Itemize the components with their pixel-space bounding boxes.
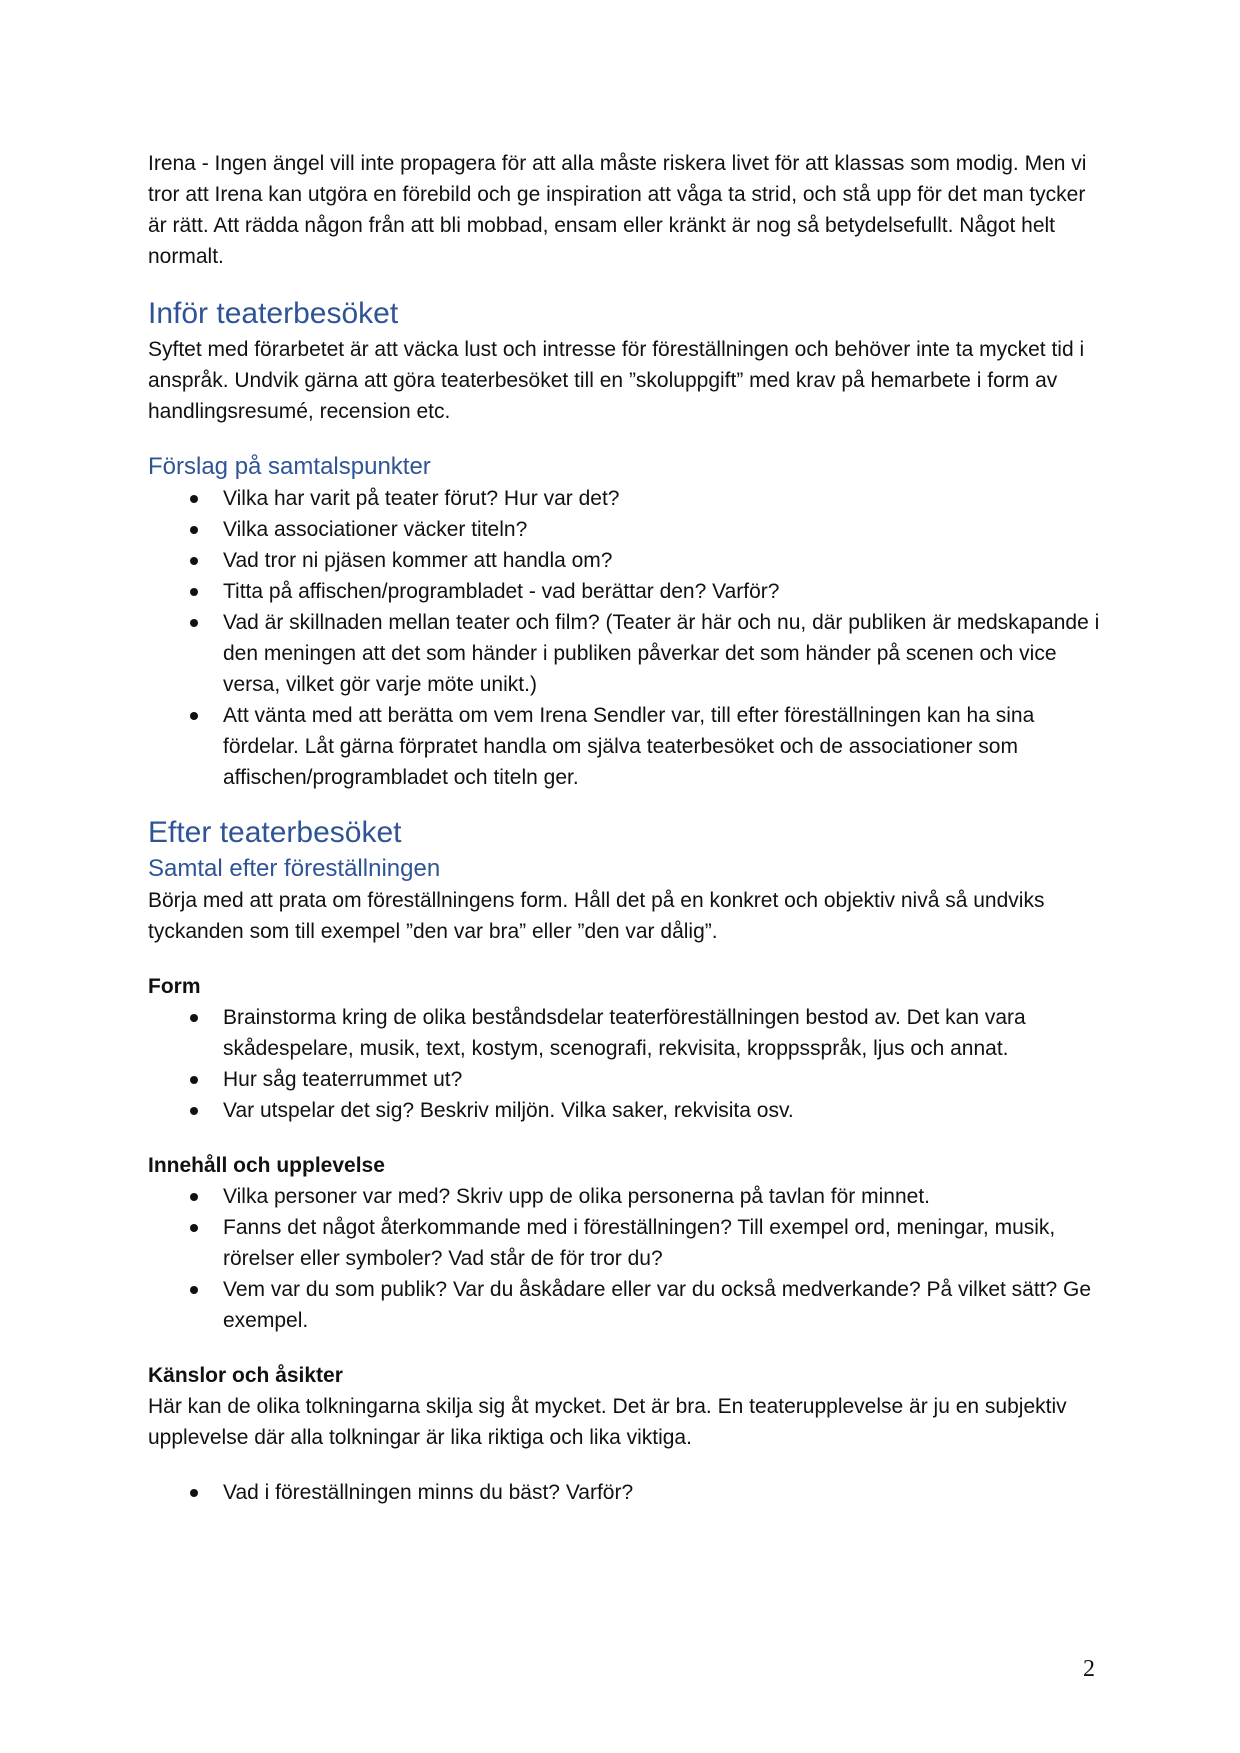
page-number: 2: [1083, 1656, 1095, 1682]
bullet-icon: [190, 1076, 198, 1084]
list-item: Vad i föreställningen minns du bäst? Varför?: [148, 1477, 1100, 1508]
bullet-icon: [190, 1286, 198, 1294]
heading-efter-teaterbesoket: Efter teaterbesöket: [148, 816, 402, 849]
heading-infor-teaterbesoket: Inför teaterbesöket: [148, 297, 399, 330]
bullet-icon: [190, 588, 198, 596]
list-item: Vilka har varit på teater förut? Hur var det?: [148, 483, 1100, 514]
list-item: Hur såg teaterrummet ut?: [148, 1064, 1100, 1095]
list-item: Vad tror ni pjäsen kommer att handla om?: [148, 545, 1100, 576]
after-paragraph: Börja med att prata om föreställningens form. Håll det på en konkret och objektiv nivå så undviks tyckanden som till exempel ”den var bra” eller ”den var dålig”.: [148, 889, 1045, 943]
list-item: Var utspelar det sig? Beskriv miljön. Vilka saker, rekvisita osv.: [148, 1095, 1100, 1126]
subheading-samtalspunkter: Förslag på samtalspunkter: [148, 453, 431, 480]
bullet-icon: [190, 1224, 198, 1232]
bullet-icon: [190, 1014, 198, 1022]
bullet-icon: [190, 557, 198, 565]
list-item: Vem var du som publik? Var du åskådare eller var du också medverkande? På vilket sätt? Ge exempel.: [148, 1274, 1100, 1336]
feelings-title: Känslor och åsikter: [148, 1364, 343, 1387]
form-title: Form: [148, 975, 201, 998]
before-paragraph: Syftet med förarbetet är att väcka lust och intresse för föreställningen och behöver inte ta mycket tid i anspråk. Undvik gärna att göra teaterbesöket till en ”skoluppgift” med krav på hemarbete i form av handlingsresumé, recension etc.: [148, 338, 1085, 423]
subheading-samtal-efter: Samtal efter föreställningen: [148, 855, 441, 882]
intro-paragraph: Irena - Ingen ängel vill inte propagera för att alla måste riskera livet för att klassas som modig. Men vi tror att Irena kan utgöra en förebild och ge inspiration att våga ta strid, och stå upp för det man tycker är rätt. Att rädda någon från att bli mobbad, ensam eller kränkt är nog så betydelsefullt. Något helt normalt.: [148, 152, 1087, 268]
samtalspunkter-list: [148, 483, 1100, 793]
bullet-icon: [190, 495, 198, 503]
list-item: Fanns det något återkommande med i föreställningen? Till exempel ord, meningar, musik, rörelser eller symboler? Vad står de för tror du?: [148, 1212, 1100, 1274]
bullet-icon: [190, 712, 198, 720]
list-item: Brainstorma kring de olika beståndsdelar teaterföreställningen bestod av. Det kan vara skådespelare, musik, text, kostym, scenografi, rekvisita, kroppsspråk, ljus och annat.: [148, 1002, 1100, 1064]
list-item: Vilka personer var med? Skriv upp de olika personerna på tavlan för minnet.: [148, 1181, 1100, 1212]
feelings-paragraph: Här kan de olika tolkningarna skilja sig åt mycket. Det är bra. En teaterupplevelse är ju en subjektiv upplevelse där alla tolkningar är lika riktiga och lika viktiga.: [148, 1395, 1067, 1449]
form-list: [148, 1002, 1100, 1126]
bullet-icon: [190, 619, 198, 627]
list-item: Vad är skillnaden mellan teater och film? (Teater är här och nu, där publiken är medskapande i den meningen att det som händer i publiken påverkar det som händer på scenen och vice versa, vilket gör varje möte unikt.): [148, 607, 1100, 700]
content-title: Innehåll och upplevelse: [148, 1154, 385, 1177]
feelings-list: [148, 1477, 1100, 1508]
list-item: Att vänta med att berätta om vem Irena Sendler var, till efter föreställningen kan ha sina fördelar. Låt gärna förpratet handla om själva teaterbesöket och de associationer som affischen/programbladet och titeln ger.: [148, 700, 1100, 793]
bullet-icon: [190, 1107, 198, 1115]
bullet-icon: [190, 1489, 198, 1497]
bullet-icon: [190, 1193, 198, 1201]
list-item: Titta på affischen/programbladet - vad berättar den? Varför?: [148, 576, 1100, 607]
content-list: [148, 1181, 1100, 1336]
list-item: Vilka associationer väcker titeln?: [148, 514, 1100, 545]
bullet-icon: [190, 526, 198, 534]
